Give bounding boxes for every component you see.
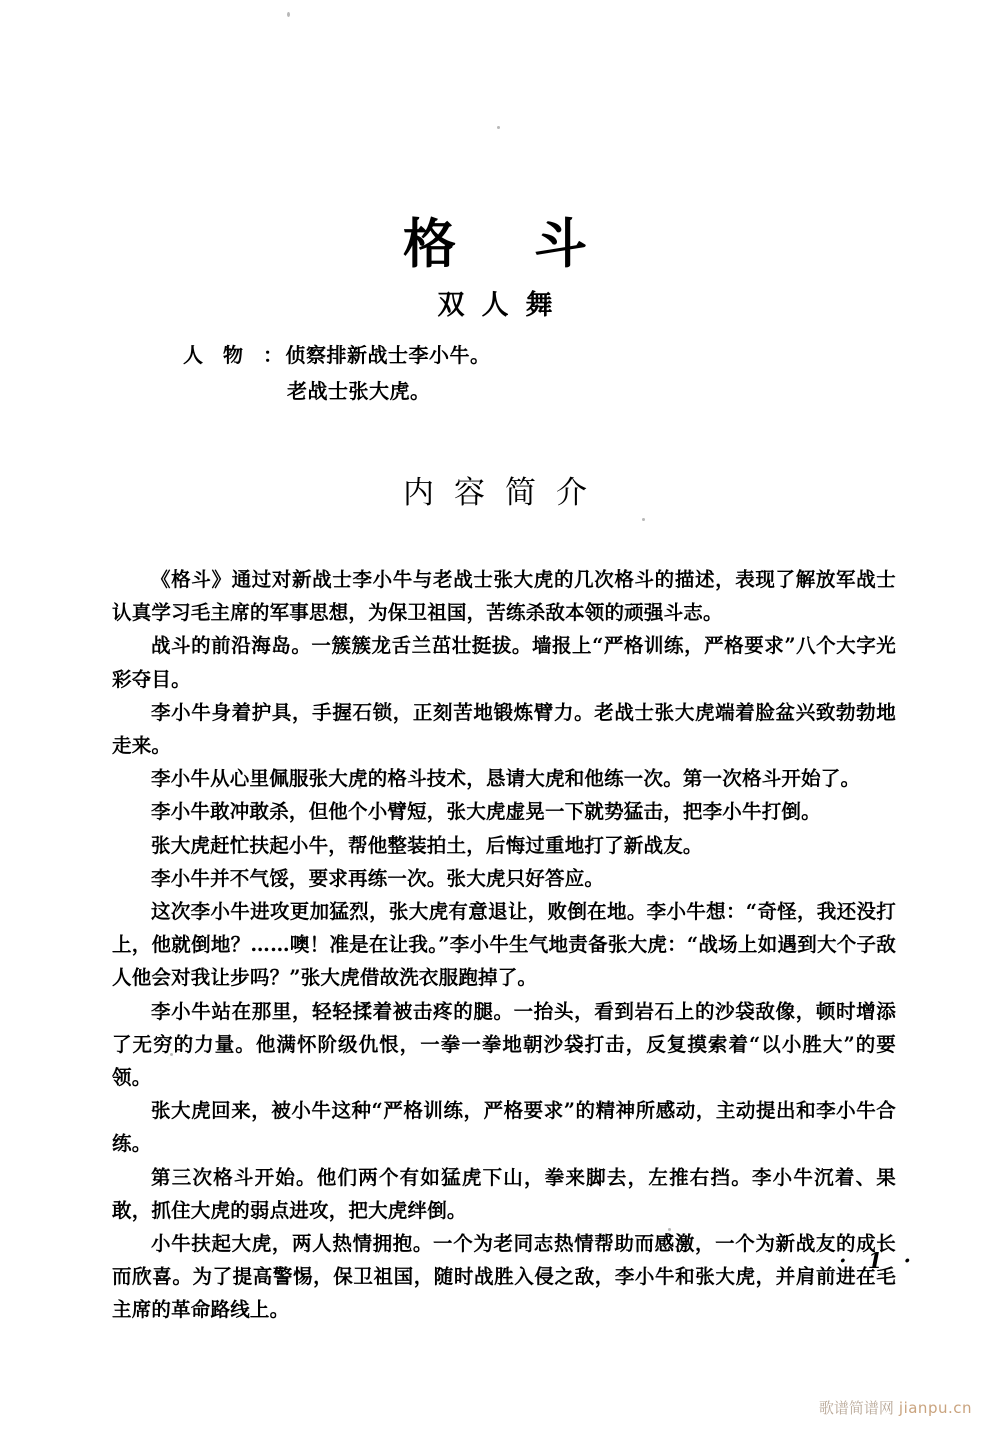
cast-label: 人物 bbox=[183, 343, 263, 367]
paragraph: 李小牛站在那里，轻轻揉着被击疼的腿。一抬头，看到岩石上的沙袋敌像，顿时增添了无穷的力量。他满怀阶级仇恨，一拳一拳地朝沙袋打击，反复摸索着“以小胜大”的要领。 bbox=[112, 999, 896, 1090]
cast-name-2: 老战士张大虎。 bbox=[287, 379, 431, 403]
paragraph: 战斗的前沿海岛。一簇簇龙舌兰茁壮挺拔。墙报上“严格训练，严格要求”八个大字光彩夺目。 bbox=[112, 634, 896, 691]
watermark-url: jianpu.cn bbox=[898, 1399, 972, 1417]
cast-name-1: 侦察排新战士李小牛。 bbox=[285, 343, 491, 367]
section-heading: 内容简介 bbox=[403, 475, 607, 511]
scan-speck bbox=[642, 518, 645, 521]
cast-list bbox=[183, 337, 491, 409]
paragraph: 这次李小牛进攻更加猛烈，张大虎有意退让，败倒在地。李小牛想：“奇怪，我还没打上，他就倒地？……噢！准是在让我。”李小牛生气地责备张大虎：“战场上如遇到大个子敌人他会对我让步吗？”张大虎借故洗衣服跑掉了。 bbox=[112, 900, 896, 990]
paragraph: 《格斗》通过对新战士李小牛与老战士张大虎的几次格斗的描述，表现了解放军战士认真学习毛主席的军事思想，为保卫祖国，苦练杀敌本领的顽强斗志。 bbox=[112, 568, 896, 625]
cast-line bbox=[183, 337, 491, 373]
cast-colon: ： bbox=[263, 343, 284, 367]
page-number: · 1 · bbox=[839, 1248, 918, 1273]
paragraph: 李小牛敢冲敢杀，但他个小臂短，张大虎虚晃一下就势猛击，把李小牛打倒。 bbox=[151, 800, 821, 824]
scan-speck bbox=[497, 126, 500, 129]
paragraph: 李小牛并不气馁，要求再练一次。张大虎只好答应。 bbox=[151, 866, 605, 890]
page-subtitle: 双人舞 bbox=[437, 290, 570, 321]
paragraph: 张大虎赶忙扶起小牛，帮他整装拍土，后悔过重地打了新战友。 bbox=[151, 833, 703, 857]
paragraph: 张大虎回来，被小牛这种“严格训练，严格要求”的精神所感动，主动提出和李小牛合练。 bbox=[112, 1099, 896, 1156]
paragraph: 李小牛从心里佩服张大虎的格斗技术，恳请大虎和他练一次。第一次格斗开始了。 bbox=[151, 767, 861, 791]
paragraph: 李小牛身着护具，手握石锁，正刻苦地锻炼臂力。老战士张大虎端着脸盆兴致勃勃地走来。 bbox=[112, 700, 896, 758]
paragraph: 小牛扶起大虎，两人热情拥抱。一个为老同志热情帮助而感激，一个为新战友的成长而欣喜。为了提高警惕，保卫祖国，随时战胜入侵之敌，李小牛和张大虎，并肩前进在毛主席的革命路线上。 bbox=[112, 1232, 896, 1322]
cast-line bbox=[183, 373, 491, 409]
scan-speck bbox=[287, 12, 290, 17]
paragraph: 第三次格斗开始。他们两个有如猛虎下山，拳来脚去，左推右挡。李小牛沉着、果敢，抓住大虎的弱点进攻，把大虎绊倒。 bbox=[112, 1165, 896, 1222]
body-text bbox=[112, 563, 896, 1327]
page-title: 格斗 bbox=[403, 212, 665, 275]
watermark bbox=[819, 1397, 972, 1418]
watermark-site-name: 歌谱简谱网 bbox=[818, 1399, 894, 1417]
